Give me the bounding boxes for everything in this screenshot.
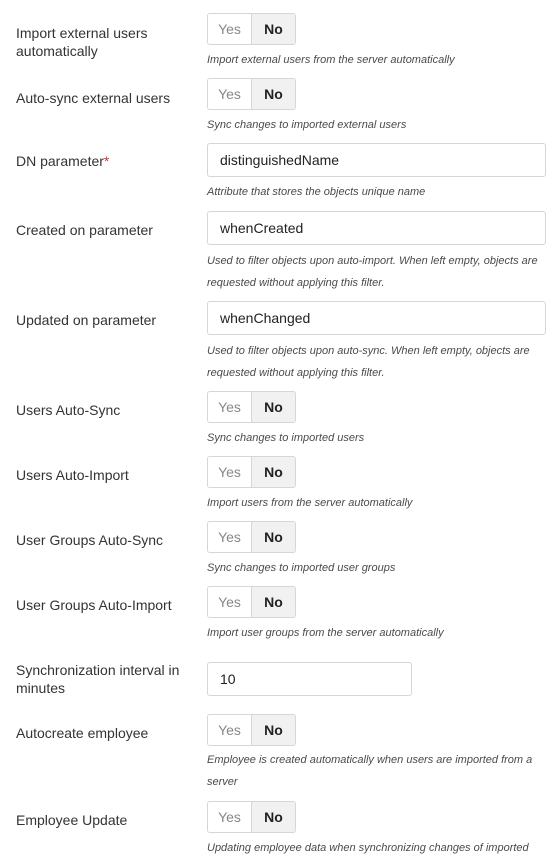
field-hint: Sync changes to imported user groups: [207, 562, 396, 574]
field-hint: Updating employee data when synchronizing changes of imported: [207, 842, 529, 854]
users-autosync-toggle: [207, 391, 296, 423]
toggle-yes-option[interactable]: Yes: [208, 587, 252, 617]
toggle-no-option[interactable]: No: [252, 522, 295, 552]
users-autoimport-toggle: [207, 456, 296, 488]
field-label: Created on parameter: [16, 222, 153, 238]
field-hint: Import external users from the server automatically: [207, 54, 455, 66]
created-on-parameter-input[interactable]: [207, 211, 546, 245]
toggle-no-option[interactable]: No: [252, 392, 295, 422]
updated-on-parameter-input[interactable]: [207, 301, 546, 335]
field-hint: Used to filter objects upon auto-sync. When left empty, objects are requested without applying this filter.: [207, 345, 530, 379]
toggle-no-option[interactable]: No: [252, 14, 295, 44]
field-hint: Employee is created automatically when users are imported from a server: [207, 754, 533, 788]
autosync-external-users-toggle: [207, 78, 296, 110]
field-label: Auto-sync external users: [16, 90, 171, 106]
toggle-yes-option[interactable]: Yes: [208, 14, 252, 44]
field-label: User Groups Auto-Import: [16, 597, 172, 613]
dn-parameter-input[interactable]: [207, 143, 546, 177]
toggle-yes-option[interactable]: Yes: [208, 715, 252, 745]
field-label: Synchronization interval in minutes: [16, 662, 180, 696]
field-hint: Attribute that stores the objects unique name: [207, 186, 426, 198]
field-hint: Used to filter objects upon auto-import. When left empty, objects are requested without applying this filter.: [207, 255, 538, 289]
employee-update-toggle: [207, 801, 296, 833]
field-label: Updated on parameter: [16, 312, 157, 328]
toggle-no-option[interactable]: No: [252, 457, 295, 487]
groups-autoimport-toggle: [207, 586, 296, 618]
toggle-no-option[interactable]: No: [252, 79, 295, 109]
field-hint: Sync changes to imported external users: [207, 119, 407, 131]
toggle-yes-option[interactable]: Yes: [208, 802, 252, 832]
field-label: Users Auto-Sync: [16, 402, 121, 418]
import-external-users-toggle: [207, 13, 296, 45]
field-hint: Import users from the server automatically: [207, 497, 413, 509]
toggle-no-option[interactable]: No: [252, 587, 295, 617]
required-asterisk: *: [103, 153, 110, 169]
groups-autosync-toggle: [207, 521, 296, 553]
toggle-yes-option[interactable]: Yes: [208, 79, 252, 109]
toggle-no-option[interactable]: No: [252, 715, 295, 745]
field-label-text: DN parameter: [16, 153, 104, 169]
autocreate-employee-toggle: [207, 714, 296, 746]
field-hint: Import user groups from the server automatically: [207, 627, 444, 639]
field-label: Employee Update: [16, 812, 128, 828]
toggle-no-option[interactable]: No: [252, 802, 295, 832]
sync-interval-input[interactable]: [207, 662, 412, 696]
field-label: Users Auto-Import: [16, 467, 129, 483]
field-label: [16, 152, 196, 170]
field-label: User Groups Auto-Sync: [16, 532, 164, 548]
field-label: Autocreate employee: [16, 725, 149, 741]
toggle-yes-option[interactable]: Yes: [208, 457, 252, 487]
toggle-yes-option[interactable]: Yes: [208, 522, 252, 552]
field-label: Import external users automatically: [16, 25, 148, 59]
field-hint: Sync changes to imported users: [207, 432, 365, 444]
toggle-yes-option[interactable]: Yes: [208, 392, 252, 422]
